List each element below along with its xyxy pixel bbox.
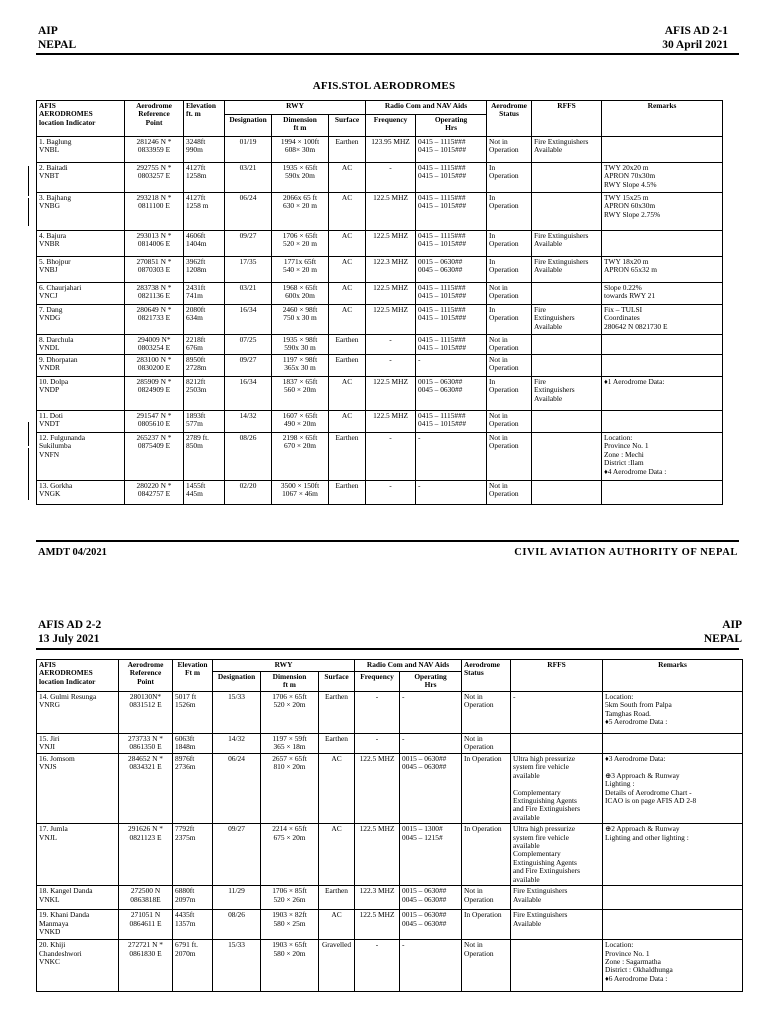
cell-operating-hours: 0015 – 0630## 0045 – 0630##	[400, 910, 462, 940]
cell-aerodrome-name: 10. Dolpa VNDP	[37, 377, 125, 411]
cell-aerodrome-status: In Operation	[462, 754, 511, 824]
cell-rffs: Fire Extinguishers Available	[511, 886, 603, 910]
cell-frequency: 122.3 MHZ	[366, 257, 416, 283]
table-row	[37, 163, 723, 193]
cell-aerodrome-name: 8. Darchula VNDL	[37, 335, 125, 355]
cell-remarks	[603, 734, 743, 754]
cell-frequency: -	[366, 163, 416, 193]
cell-reference-point: 291626 N * 0821123 E	[119, 824, 173, 886]
cell-remarks: Slope 0.22% towards RWY 21	[602, 283, 723, 305]
cell-frequency: 122.5 MHZ	[355, 824, 400, 886]
cell-elevation: 8950ft 2728m	[184, 355, 225, 377]
cell-runway-surface: Earthen	[329, 481, 366, 505]
table-row	[37, 754, 743, 824]
page2-header-right: AIP NEPAL	[703, 619, 742, 645]
cell-runway-designation: 09/27	[225, 231, 272, 257]
cell-runway-surface: AC	[329, 305, 366, 335]
cell-elevation: 2080ft 634m	[184, 305, 225, 335]
page1-header-left: AIP NEPAL	[38, 25, 77, 51]
cell-aerodrome-name: 13. Gorkha VNGK	[37, 481, 125, 505]
cell-runway-dimension: 1837 × 65ft 560 × 20m	[272, 377, 329, 411]
cell-rffs: Fire Extinguishers Available	[511, 910, 603, 940]
page2-header-left: AFIS AD 2-2 13 July 2021	[38, 619, 102, 645]
col-designation-header: Designation	[225, 115, 272, 137]
page2-header-rule	[36, 648, 739, 650]
table-row	[37, 433, 723, 481]
cell-aerodrome-status: In Operation	[462, 824, 511, 886]
cell-operating-hours: 0015 – 0630## 0045 – 0630##	[416, 257, 487, 283]
table-row	[37, 692, 743, 734]
cell-runway-dimension: 1903 × 82ft 580 × 25m	[261, 910, 319, 940]
table-row	[37, 335, 723, 355]
cell-aerodrome-name: 14. Gulmi Resunga VNRG	[37, 692, 119, 734]
cell-runway-dimension: 2198 × 65ft 670 × 20m	[272, 433, 329, 481]
page1-header-rule	[36, 53, 739, 55]
cell-runway-dimension: 1197 × 59ft 365 × 18m	[261, 734, 319, 754]
col-frequency-header: Frequency	[366, 115, 416, 137]
cell-remarks: TWY 20x20 m APRON 70x30m RWY Slope 4.5%	[602, 163, 723, 193]
table-row	[37, 481, 723, 505]
cell-rffs	[511, 734, 603, 754]
cell-reference-point: 280649 N * 0821733 E	[125, 305, 184, 335]
cell-remarks	[603, 910, 743, 940]
table-row	[37, 886, 743, 910]
table-row	[37, 910, 743, 940]
table-row	[37, 355, 723, 377]
cell-elevation: 4127ft 1258m	[184, 163, 225, 193]
cell-reference-point: 293218 N * 0811100 E	[125, 193, 184, 231]
cell-runway-surface: Gravelled	[319, 940, 355, 992]
cell-runway-designation: 14/32	[225, 411, 272, 433]
cell-frequency: 122.5 MHZ	[366, 411, 416, 433]
cell-reference-point: 280220 N * 0842757 E	[125, 481, 184, 505]
cell-aerodrome-name: 6. Chaurjahari VNCJ	[37, 283, 125, 305]
change-bar	[28, 448, 29, 500]
cell-reference-point: 293013 N * 0814006 E	[125, 231, 184, 257]
cell-aerodrome-name: 20. Khiji Chandeshwori VNKC	[37, 940, 119, 992]
cell-aerodrome-status: Not in Operation	[462, 734, 511, 754]
cell-runway-designation: 02/20	[225, 481, 272, 505]
cell-runway-surface: Earthen	[329, 355, 366, 377]
cell-remarks: ⊕2 Approach & Runway Lighting and other lighting :	[603, 824, 743, 886]
cell-aerodrome-name: 1. Baglung VNBL	[37, 137, 125, 163]
change-bar	[28, 422, 29, 446]
cell-runway-surface: AC	[329, 163, 366, 193]
cell-rffs	[532, 335, 602, 355]
col-status-header: Aerodrome Status	[487, 101, 532, 137]
cell-aerodrome-name: 9. Dhorpatan VNDR	[37, 355, 125, 377]
cell-operating-hours: 0415 – 1115### 0415 – 1015###	[416, 193, 487, 231]
cell-frequency: -	[355, 734, 400, 754]
cell-frequency: -	[355, 692, 400, 734]
cell-aerodrome-name: 18. Kangel Danda VNKL	[37, 886, 119, 910]
cell-operating-hours: 0015 – 1300# 0045 – 1215#	[400, 824, 462, 886]
table-row	[37, 137, 723, 163]
cell-elevation: 4606ft 1404m	[184, 231, 225, 257]
change-bar	[28, 198, 29, 226]
cell-reference-point: 280130N* 0831512 E	[119, 692, 173, 734]
cell-runway-designation: 15/33	[213, 692, 261, 734]
table-row	[37, 193, 723, 231]
cell-operating-hours: 0415 – 1115### 0415 – 1015###	[416, 305, 487, 335]
cell-reference-point: 272500 N 0863818E	[119, 886, 173, 910]
cell-elevation: 3962ft 1208m	[184, 257, 225, 283]
cell-runway-designation: 17/35	[225, 257, 272, 283]
cell-runway-surface: AC	[329, 257, 366, 283]
cell-runway-dimension: 3500 × 150ft 1067 × 46m	[272, 481, 329, 505]
cell-runway-designation: 16/34	[225, 377, 272, 411]
cell-aerodrome-status: In Operation	[487, 377, 532, 411]
cell-runway-designation: 09/27	[213, 824, 261, 886]
table-row	[37, 411, 723, 433]
cell-aerodrome-name: 7. Dang VNDG	[37, 305, 125, 335]
cell-frequency: 122.5 MHZ	[366, 283, 416, 305]
cell-operating-hours: -	[416, 481, 487, 505]
cell-remarks	[602, 481, 723, 505]
page1-footer-rule	[36, 540, 739, 542]
cell-elevation: 7792ft 2375m	[173, 824, 213, 886]
col-surface-header: Surface	[319, 672, 355, 692]
cell-rffs: Ultra high pressurize system fire vehicle available Complementary Extinguishing Agents and Fire Extinguishers available	[511, 824, 603, 886]
cell-reference-point: 265237 N * 0875409 E	[125, 433, 184, 481]
cell-reference-point: 273733 N * 0861350 E	[119, 734, 173, 754]
table-row	[37, 734, 743, 754]
table-row	[37, 257, 723, 283]
cell-runway-dimension: 1197 × 98ft 365x 30 m	[272, 355, 329, 377]
cell-aerodrome-status: In Operation	[487, 193, 532, 231]
col-afis-header: AFIS AERODROMES location Indicator	[37, 660, 119, 692]
cell-remarks	[602, 335, 723, 355]
cell-elevation: 6791 ft. 2070m	[173, 940, 213, 992]
table-row	[37, 824, 743, 886]
cell-rffs: Fire Extinguishers Available	[532, 377, 602, 411]
cell-runway-surface: Earthen	[319, 886, 355, 910]
cell-runway-dimension: 1968 × 65ft 600x 20m	[272, 283, 329, 305]
cell-operating-hours: -	[400, 734, 462, 754]
cell-elevation: 2218ft 676m	[184, 335, 225, 355]
cell-aerodrome-status: Not in Operation	[462, 940, 511, 992]
cell-runway-dimension: 1607 × 65ft 490 × 20m	[272, 411, 329, 433]
cell-runway-surface: Earthen	[319, 692, 355, 734]
cell-remarks: Location: 5km South from Palpa Tamghas Road. ♦5 Aerodrome Data :	[603, 692, 743, 734]
cell-operating-hours: 0415 – 1115### 0415 – 1015###	[416, 411, 487, 433]
cell-runway-dimension: 2214 × 65ft 675 × 20m	[261, 824, 319, 886]
cell-runway-dimension: 1935 × 98ft 590x 30 m	[272, 335, 329, 355]
cell-runway-designation: 08/26	[213, 910, 261, 940]
cell-reference-point: 271051 N 0864611 E	[119, 910, 173, 940]
cell-operating-hours: 0415 – 1115### 0415 – 1015###	[416, 335, 487, 355]
aerodromes-table-page2	[36, 659, 743, 992]
cell-rffs	[532, 411, 602, 433]
cell-frequency: 122.5 MHZ	[355, 910, 400, 940]
cell-rffs: Fire Extinguishers Available	[532, 231, 602, 257]
col-rffs-header: RFFS	[532, 101, 602, 137]
cell-operating-hours: 0015 – 0630## 0045 – 0630##	[400, 886, 462, 910]
cell-reference-point: 270851 N * 0870303 E	[125, 257, 184, 283]
cell-aerodrome-status: Not in Operation	[462, 692, 511, 734]
col-status-header: Aerodrome Status	[462, 660, 511, 692]
cell-rffs: Fire Extinguishers Available	[532, 257, 602, 283]
cell-elevation: 4127ft 1258 m	[184, 193, 225, 231]
cell-rffs	[532, 481, 602, 505]
cell-runway-dimension: 2066x 65 ft 630 × 20 m	[272, 193, 329, 231]
cell-elevation: 2789 ft. 850m	[184, 433, 225, 481]
cell-runway-dimension: 1994 × 100ft 608× 30m	[272, 137, 329, 163]
cell-aerodrome-status: Not in Operation	[487, 335, 532, 355]
cell-rffs: Ultra high pressurize system fire vehicle available Complementary Extinguishing Agents and Fire Extinguishers available	[511, 754, 603, 824]
cell-rffs	[532, 283, 602, 305]
cell-operating-hours: -	[400, 940, 462, 992]
change-bar	[28, 166, 29, 196]
cell-remarks: Fix – TULSI Coordinates 280642 N 0821730 E	[602, 305, 723, 335]
cell-runway-dimension: 1706 × 65ft 520 × 20m	[261, 692, 319, 734]
table-row	[37, 940, 743, 992]
cell-operating-hours: -	[400, 692, 462, 734]
cell-aerodrome-status: Not in Operation	[487, 283, 532, 305]
cell-elevation: 6063ft 1848m	[173, 734, 213, 754]
col-elev-header: Elevation Ft m	[173, 660, 213, 692]
cell-aerodrome-status: In Operation	[487, 305, 532, 335]
cell-runway-dimension: 1706 × 85ft 520 × 26m	[261, 886, 319, 910]
cell-runway-designation: 06/24	[213, 754, 261, 824]
cell-runway-designation: 11/29	[213, 886, 261, 910]
cell-runway-dimension: 2460 × 98ft 750 x 30 m	[272, 305, 329, 335]
col-dimension-header: Dimension ft m	[272, 115, 329, 137]
col-operating-header: Operating Hrs	[416, 115, 487, 137]
cell-remarks	[602, 411, 723, 433]
cell-elevation: 6880ft 2097m	[173, 886, 213, 910]
cell-aerodrome-status: Not in Operation	[487, 433, 532, 481]
cell-frequency: 122.5 MHZ	[355, 754, 400, 824]
cell-aerodrome-name: 5. Bhojpur VNBJ	[37, 257, 125, 283]
cell-aerodrome-status: Not in Operation	[487, 411, 532, 433]
cell-runway-surface: AC	[329, 377, 366, 411]
cell-frequency: -	[355, 940, 400, 992]
cell-remarks: ♦3 Aerodrome Data: ⊕3 Approach & Runway Lighting : Details of Aerodrome Chart - ICAO is on page AFIS AD 2-8	[603, 754, 743, 824]
cell-runway-surface: Earthen	[319, 734, 355, 754]
cell-remarks	[603, 886, 743, 910]
cell-aerodrome-name: 17. Jumla VNJL	[37, 824, 119, 886]
cell-runway-designation: 16/34	[225, 305, 272, 335]
cell-remarks: Location: Province No. 1 Zone : Sagarmatha District : Okhaldhunga ♦6 Aerodrome Data :	[603, 940, 743, 992]
col-radio-header: Radio Com and NAV Aids	[355, 660, 462, 672]
col-dimension-header: Dimension ft m	[261, 672, 319, 692]
cell-runway-designation: 09/27	[225, 355, 272, 377]
cell-runway-surface: AC	[329, 283, 366, 305]
cell-operating-hours: 0015 – 0630## 0045 – 0630##	[416, 377, 487, 411]
cell-runway-surface: Earthen	[329, 137, 366, 163]
cell-reference-point: 291547 N * 0805610 E	[125, 411, 184, 433]
cell-frequency: -	[366, 433, 416, 481]
cell-operating-hours: 0415 – 1115### 0415 – 1015###	[416, 163, 487, 193]
col-rwy-header: RWY	[225, 101, 366, 115]
cell-operating-hours: -	[416, 355, 487, 377]
page1-footer-right: CIVIL AVIATION AUTHORITY OF NEPAL	[514, 547, 738, 558]
col-ref-header: Aerodrome Reference Point	[119, 660, 173, 692]
cell-operating-hours: -	[416, 433, 487, 481]
cell-frequency: 122.5 MHZ	[366, 305, 416, 335]
cell-elevation: 8212ft 2503m	[184, 377, 225, 411]
cell-aerodrome-name: 12. Fulgunanda Sukilumba VNFN	[37, 433, 125, 481]
cell-runway-designation: 07/25	[225, 335, 272, 355]
cell-frequency: 122.5 MHZ	[366, 377, 416, 411]
col-surface-header: Surface	[329, 115, 366, 137]
col-afis-header: AFIS AERODROMES location Indicator	[37, 101, 125, 137]
page1-footer-left: AMDT 04/2021	[38, 547, 107, 558]
cell-reference-point: 292755 N * 0803257 E	[125, 163, 184, 193]
cell-aerodrome-name: 3. Bajhang VNBG	[37, 193, 125, 231]
cell-runway-surface: AC	[319, 754, 355, 824]
cell-runway-surface: AC	[329, 231, 366, 257]
cell-elevation: 4435ft 1357m	[173, 910, 213, 940]
page1-title: AFIS.STOL AERODROMES	[312, 80, 456, 92]
cell-reference-point: 284652 N * 0834321 E	[119, 754, 173, 824]
cell-elevation: 5017 ft 1526m	[173, 692, 213, 734]
cell-operating-hours: 0415 – 1115### 0415 – 1015###	[416, 283, 487, 305]
cell-reference-point: 272721 N * 0861830 E	[119, 940, 173, 992]
cell-reference-point: 283100 N * 0830200 E	[125, 355, 184, 377]
cell-elevation: 1893ft 577m	[184, 411, 225, 433]
col-operating-header: Operating Hrs	[400, 672, 462, 692]
cell-runway-dimension: 1771x 65ft 540 × 20 m	[272, 257, 329, 283]
cell-runway-dimension: 1903 × 65ft 580 × 20m	[261, 940, 319, 992]
cell-reference-point: 294009 N* 0803254 E	[125, 335, 184, 355]
cell-elevation: 3248ft 990m	[184, 137, 225, 163]
cell-reference-point: 285909 N * 0824909 E	[125, 377, 184, 411]
cell-operating-hours: 0015 – 0630## 0045 – 0630##	[400, 754, 462, 824]
cell-frequency: 122.3 MHZ	[355, 886, 400, 910]
cell-runway-designation: 06/24	[225, 193, 272, 231]
cell-runway-surface: AC	[329, 411, 366, 433]
table-row	[37, 283, 723, 305]
cell-elevation: 8976ft 2736m	[173, 754, 213, 824]
col-ref-header: Aerodrome Reference Point	[125, 101, 184, 137]
cell-aerodrome-name: 11. Doti VNDT	[37, 411, 125, 433]
cell-remarks	[602, 355, 723, 377]
cell-rffs	[532, 433, 602, 481]
cell-aerodrome-status: In Operation	[487, 257, 532, 283]
page1-header-right: AFIS AD 2-1 30 April 2021	[662, 25, 728, 51]
col-frequency-header: Frequency	[355, 672, 400, 692]
cell-runway-dimension: 1935 × 65ft 590x 20m	[272, 163, 329, 193]
cell-aerodrome-name: 15. Jiri VNJI	[37, 734, 119, 754]
cell-aerodrome-status: Not in Operation	[462, 886, 511, 910]
cell-remarks: TWY 18x20 m APRON 65x32 m	[602, 257, 723, 283]
cell-reference-point: 283738 N * 0821136 E	[125, 283, 184, 305]
cell-frequency: -	[366, 335, 416, 355]
cell-remarks: TWY 15x25 m APRON 60x30m RWY Slope 2.75%	[602, 193, 723, 231]
cell-runway-dimension: 1706 × 65ft 520 × 20 m	[272, 231, 329, 257]
cell-reference-point: 281246 N * 0833959 E	[125, 137, 184, 163]
cell-aerodrome-name: 4. Bajura VNBR	[37, 231, 125, 257]
aerodromes-table-page1	[36, 100, 723, 505]
col-remarks-header: Remarks	[603, 660, 743, 692]
cell-remarks	[602, 137, 723, 163]
cell-aerodrome-status: In Operation	[487, 231, 532, 257]
cell-rffs: -	[511, 692, 603, 734]
cell-aerodrome-name: 19. Khani Danda Manmaya VNKD	[37, 910, 119, 940]
cell-runway-designation: 03/21	[225, 163, 272, 193]
cell-frequency: -	[366, 355, 416, 377]
cell-runway-designation: 15/33	[213, 940, 261, 992]
cell-frequency: 122.5 MHZ	[366, 193, 416, 231]
cell-elevation: 1455ft 445m	[184, 481, 225, 505]
cell-aerodrome-name: 2. Baitadi VNBT	[37, 163, 125, 193]
cell-runway-designation: 14/32	[213, 734, 261, 754]
cell-aerodrome-status: Not in Operation	[487, 355, 532, 377]
cell-aerodrome-name: 16. Jomsom VNJS	[37, 754, 119, 824]
cell-runway-surface: AC	[319, 910, 355, 940]
cell-frequency: 123.95 MHZ	[366, 137, 416, 163]
cell-runway-dimension: 2657 × 65ft 810 × 20m	[261, 754, 319, 824]
cell-operating-hours: 0415 – 1115### 0415 – 1015###	[416, 231, 487, 257]
cell-runway-surface: AC	[329, 193, 366, 231]
cell-runway-surface: AC	[319, 824, 355, 886]
cell-elevation: 2431ft 741m	[184, 283, 225, 305]
cell-rffs	[511, 940, 603, 992]
cell-aerodrome-status: In Operation	[487, 163, 532, 193]
cell-runway-designation: 01/19	[225, 137, 272, 163]
cell-rffs	[532, 355, 602, 377]
table-row	[37, 305, 723, 335]
cell-operating-hours: 0415 – 1115### 0415 – 1015###	[416, 137, 487, 163]
cell-rffs	[532, 163, 602, 193]
cell-runway-designation: 08/26	[225, 433, 272, 481]
cell-remarks	[602, 231, 723, 257]
col-rwy-header: RWY	[213, 660, 355, 672]
col-remarks-header: Remarks	[602, 101, 723, 137]
cell-frequency: 122.5 MHZ	[366, 231, 416, 257]
cell-rffs: Fire Extinguishers Available	[532, 305, 602, 335]
cell-aerodrome-status: Not in Operation	[487, 137, 532, 163]
cell-rffs	[532, 193, 602, 231]
col-rffs-header: RFFS	[511, 660, 603, 692]
cell-runway-surface: Earthen	[329, 335, 366, 355]
col-elev-header: Elevation ft. m	[184, 101, 225, 137]
cell-frequency: -	[366, 481, 416, 505]
cell-rffs: Fire Extinguishers Available	[532, 137, 602, 163]
cell-remarks: ♦1 Aerodrome Data:	[602, 377, 723, 411]
cell-aerodrome-status: In Operation	[462, 910, 511, 940]
cell-aerodrome-status: Not in Operation	[487, 481, 532, 505]
col-radio-header: Radio Com and NAV Aids	[366, 101, 487, 115]
table-row	[37, 377, 723, 411]
cell-runway-designation: 03/21	[225, 283, 272, 305]
cell-runway-surface: Earthen	[329, 433, 366, 481]
cell-remarks: Location: Province No. 1 Zone : Mechi District :Ilam ♦4 Aerodrome Data :	[602, 433, 723, 481]
col-designation-header: Designation	[213, 672, 261, 692]
table-row	[37, 231, 723, 257]
